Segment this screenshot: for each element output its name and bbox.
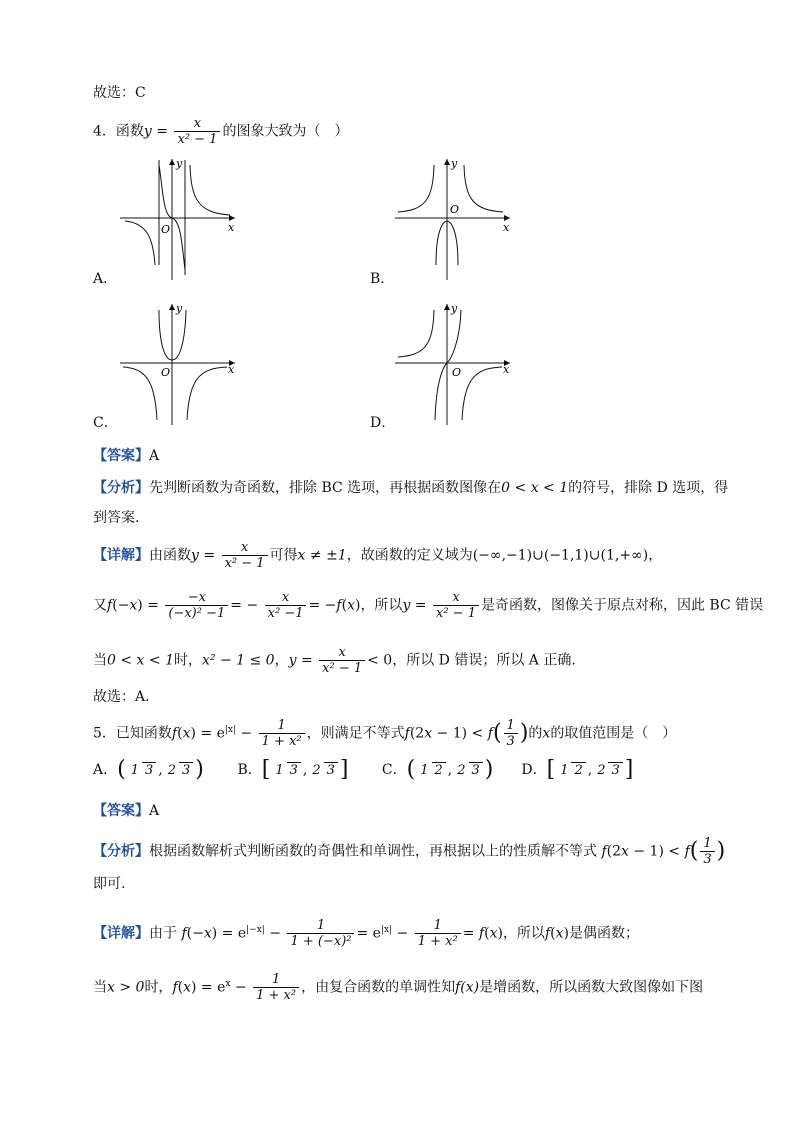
fraction: $\frac{1}{\text{1 + x²}}$ xyxy=(259,718,305,749)
detail-5-line2: 当x > 0时，$f(x) = e^x$ − $\frac{1}{\text{1 + x²}}$ ，由复合函数的单调性知f(x)是增函数，所以函数大致图像如下图 xyxy=(93,972,704,1003)
detail-4-line3: 当0 < x < 1时，x² − 1 ≤ 0，y = $\frac{x}{\text{x² − 1}}$ < 0，所以 D 错误；所以 A 正确. xyxy=(93,645,576,676)
option-d-label: D． xyxy=(370,415,396,431)
analysis-4-cont: 到答案. xyxy=(93,510,140,526)
fraction: $\frac{x}{\text{x² − 1}}$ xyxy=(433,590,479,621)
question-4: 4．函数y = $\frac{x}{\text{x² − 1}}$ 的图象大致为（ ） xyxy=(93,116,349,147)
svg-text:y: y xyxy=(176,302,183,315)
svg-text:x: x xyxy=(503,363,510,376)
fraction: $\frac{-x}{\text{(−x)² −1}}$ xyxy=(165,590,228,621)
question-5: 5．已知函数$f(x) = e^{|x|}$ − $\frac{1}{\text{1 + x²}}$ ，则满足不等式f(2x − 1) < f( $\frac{1}{3}$ )的x的取值范围是（ ） xyxy=(93,718,677,749)
detail-5-line1: 【详解】由于 $f(-x) = e^{|-x|}$ − $\frac{1}{\text{1 + (−x)²}}$ = $e^{|x|}$ − $\frac{1}{\text{1 + x²}}$ = f(x)，所以f(x)是偶函数； xyxy=(93,918,639,949)
svg-text:O: O xyxy=(450,203,460,216)
graph-d xyxy=(390,300,520,430)
choose-a: 故选：A. xyxy=(93,689,150,705)
q5-option-b: B．[ 1 3 , 2 3 ] xyxy=(237,757,349,782)
fraction: $\frac{x}{\text{x² − 1}}$ xyxy=(319,645,365,676)
svg-text:y: y xyxy=(451,302,458,315)
svg-text:x: x xyxy=(503,221,510,234)
question-5-options xyxy=(93,757,653,782)
option-b-label: B． xyxy=(370,271,395,287)
svg-text:O: O xyxy=(161,223,171,236)
graph-c xyxy=(115,300,245,430)
fraction: $\frac{x}{\text{x² − 1}}$ xyxy=(174,116,220,147)
graph-a xyxy=(115,155,245,285)
q5-option-d: D．[ 1 2 , 2 3 ] xyxy=(521,757,634,782)
analysis-4: 【分析】先判断函数为奇函数，排除 BC 选项，再根据函数图像在0 < x < 1的符号，排除 D 选项，得 xyxy=(93,480,729,496)
svg-text:x: x xyxy=(228,221,235,234)
fraction: $\frac{x}{\text{x² − 1}}$ xyxy=(222,540,268,571)
analysis-5-cont: 即可. xyxy=(93,876,126,892)
option-a-label: A． xyxy=(93,271,118,287)
answer-4: 【答案】A xyxy=(93,448,160,464)
option-c-label: C． xyxy=(93,415,118,431)
q5-option-c: C．( 1 2 , 2 3 ) xyxy=(381,757,494,782)
analysis-5: 【分析】根据函数解析式判断函数的奇偶性和单调性，再根据以上的性质解不等式 f(2x − 1) < f( $\frac{1}{3}$ ) xyxy=(93,836,726,867)
answer-5: 【答案】A xyxy=(93,803,160,819)
svg-text:O: O xyxy=(161,366,171,379)
svg-text:O: O xyxy=(452,366,462,379)
svg-text:y: y xyxy=(451,157,458,170)
fraction: $\frac{x}{\text{x² −1}}$ xyxy=(265,590,307,621)
detail-4-line1: 【详解】由函数y = $\frac{x}{\text{x² − 1}}$ 可得x ≠ ±1，故函数的定义域为(−∞,−1)∪(−1,1)∪(1,+∞)， xyxy=(93,540,663,571)
svg-text:x: x xyxy=(228,363,235,376)
graph-b xyxy=(390,155,520,285)
choose-c: 故选：C xyxy=(93,85,146,101)
fraction: $\frac{1}{3}$ xyxy=(504,718,518,749)
detail-4-line2: 又f(−x) = $\frac{-x}{\text{(−x)² −1}}$ = − $\frac{x}{\text{x² −1}}$ = −f(x)，所以y = $\frac{x}{\text{x² − 1}}$ 是奇函数，图像关于原点对称，因此 BC 错误 xyxy=(93,590,764,621)
svg-text:y: y xyxy=(176,157,183,170)
q5-option-a: A．( 1 3 , 2 3 ) xyxy=(93,757,204,782)
